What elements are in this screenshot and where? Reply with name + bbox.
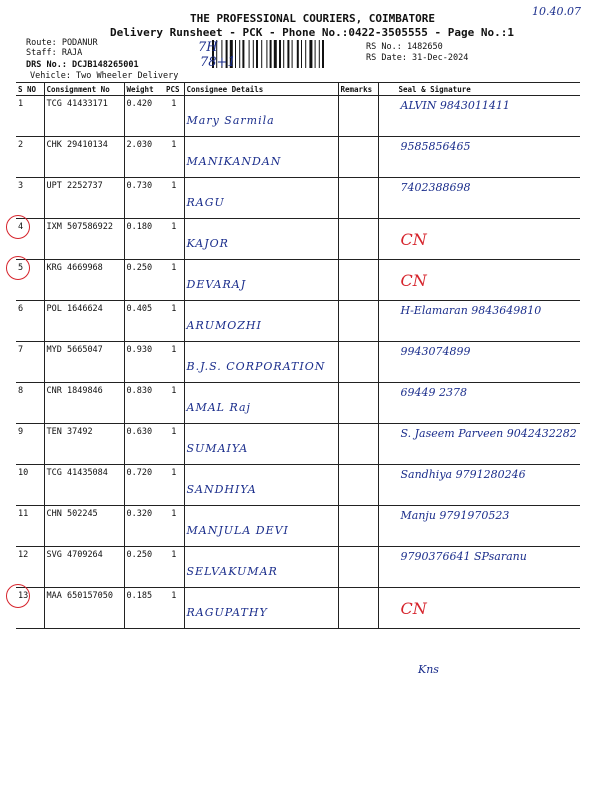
- row-seal-signature-text: 9790376641 SPsaranu: [400, 550, 527, 563]
- row-consignee: [184, 506, 338, 547]
- row-consignee-text: AMAL Raj: [186, 401, 251, 414]
- row-consignee-text: DEVARAJ: [186, 278, 247, 291]
- row-consignment-no-text: UPT 2252737: [46, 181, 103, 191]
- barcode-bar: [274, 40, 277, 68]
- row-pcs: [164, 137, 184, 178]
- row-seal-signature-text: ALVIN 9843011411: [400, 99, 510, 112]
- barcode-bar: [322, 40, 324, 68]
- row-consignment-no-text: POL 1646624: [46, 304, 103, 314]
- vehicle-label: Vehicle: Two Wheeler Delivery: [30, 71, 179, 81]
- row-weight-text: 0.250: [126, 550, 153, 560]
- row-sno: [16, 137, 44, 178]
- table-row: [16, 383, 580, 424]
- row-sno: [16, 96, 44, 137]
- row-consignment-no: [44, 260, 124, 301]
- handwritten-mark-2: 78+1: [200, 55, 236, 70]
- row-consignment-no: [44, 137, 124, 178]
- table-row: [16, 547, 580, 588]
- row-seal-signature-text: 9585856465: [400, 140, 471, 153]
- row-pcs-text: 1: [171, 99, 177, 109]
- row-weight-text: 0.405: [126, 304, 153, 314]
- row-weight: [124, 547, 164, 588]
- row-pcs: [164, 342, 184, 383]
- row-weight: [124, 383, 164, 424]
- row-pcs: [164, 96, 184, 137]
- row-consignee: [184, 383, 338, 424]
- row-sno-text: 3: [18, 181, 24, 191]
- red-circle-mark: [6, 584, 30, 608]
- row-seal-signature: [378, 506, 580, 547]
- row-seal-signature-text: 69449 2378: [400, 386, 467, 399]
- barcode-bar: [297, 40, 299, 68]
- row-consignee: [184, 219, 338, 260]
- barcode-bar: [261, 40, 262, 68]
- barcode-bar: [319, 40, 320, 68]
- row-pcs-text: 1: [171, 304, 177, 314]
- row-sno: [16, 383, 44, 424]
- row-consignment-no-text: TCG 41433171: [46, 99, 108, 109]
- row-consignment-no: [44, 506, 124, 547]
- row-consignee: [184, 260, 338, 301]
- table-row: [16, 178, 580, 219]
- row-remarks: [338, 178, 378, 219]
- row-consignee-text: RAGUPATHY: [186, 606, 268, 619]
- table-row: [16, 260, 580, 301]
- row-sno-text: 1: [18, 99, 24, 109]
- row-weight: [124, 342, 164, 383]
- row-consignment-no-text: CNR 1849846: [46, 386, 103, 396]
- row-pcs: [164, 178, 184, 219]
- row-pcs-text: 1: [171, 427, 177, 437]
- company-title: THE PROFESSIONAL COURIERS, COIMBATORE: [190, 12, 436, 25]
- row-seal-signature: [378, 219, 580, 260]
- row-remarks: [338, 260, 378, 301]
- row-remarks: [338, 96, 378, 137]
- row-weight: [124, 424, 164, 465]
- red-circle-mark: [6, 215, 30, 239]
- row-seal-signature: [378, 383, 580, 424]
- row-pcs: [164, 465, 184, 506]
- row-sno: [16, 547, 44, 588]
- row-pcs: [164, 383, 184, 424]
- row-consignment-no-text: KRG 4669968: [46, 263, 103, 273]
- row-consignment-no-text: MYD 5665047: [46, 345, 103, 355]
- row-sno-text: 10: [18, 468, 29, 478]
- row-consignee: [184, 465, 338, 506]
- row-consignment-no: [44, 178, 124, 219]
- row-seal-signature: [378, 96, 580, 137]
- table-row: [16, 137, 580, 178]
- row-sno-text: 5: [18, 263, 24, 273]
- runsheet-table: [16, 82, 580, 629]
- row-consignment-no-text: TCG 41435084: [46, 468, 108, 478]
- row-pcs: [164, 260, 184, 301]
- row-seal-signature: [378, 137, 580, 178]
- row-seal-signature: [378, 178, 580, 219]
- row-consignment-no-text: IXM 507586922: [46, 222, 114, 232]
- row-pcs: [164, 506, 184, 547]
- table-row: [16, 424, 580, 465]
- row-seal-signature-text: CN: [400, 599, 427, 618]
- row-weight-text: 0.730: [126, 181, 153, 191]
- row-sno-text: 9: [18, 427, 24, 437]
- row-pcs: [164, 301, 184, 342]
- handwritten-time: 10.40.07: [532, 5, 581, 18]
- table-row: [16, 342, 580, 383]
- row-consignee-text: SELVAKUMAR: [186, 565, 278, 578]
- row-weight-text: 2.030: [126, 140, 153, 150]
- row-remarks: [338, 506, 378, 547]
- row-seal-signature-text: H-Elamaran 9843649810: [400, 304, 542, 317]
- rs-date: RS Date: 31-Dec-2024: [366, 53, 469, 63]
- row-weight: [124, 178, 164, 219]
- col-header-sno: S NO: [16, 83, 44, 96]
- barcode-bar: [301, 40, 302, 68]
- row-pcs-text: 1: [171, 263, 177, 273]
- col-header-pcs: PCS: [164, 83, 184, 96]
- row-pcs-text: 1: [171, 509, 177, 519]
- row-consignment-no: [44, 588, 124, 629]
- barcode-bar: [305, 40, 306, 68]
- row-pcs-text: 1: [171, 386, 177, 396]
- row-seal-signature: [378, 424, 580, 465]
- barcode-bar: [242, 40, 244, 68]
- handwritten-mark: 7H: [198, 40, 218, 55]
- row-weight: [124, 588, 164, 629]
- col-header-weight: Weight: [124, 83, 164, 96]
- row-pcs: [164, 547, 184, 588]
- row-seal-signature-text: CN: [400, 230, 427, 249]
- col-header-consignee: Consignee Details: [184, 83, 338, 96]
- row-sno: [16, 506, 44, 547]
- row-consignment-no: [44, 342, 124, 383]
- row-consignee-text: ARUMOZHI: [186, 319, 262, 332]
- row-pcs-text: 1: [171, 550, 177, 560]
- row-weight-text: 0.185: [126, 591, 153, 601]
- table-header-row: [16, 83, 580, 96]
- row-sno-text: 12: [18, 550, 29, 560]
- table-row: [16, 506, 580, 547]
- row-consignment-no: [44, 465, 124, 506]
- row-weight-text: 0.320: [126, 509, 153, 519]
- row-weight-text: 0.630: [126, 427, 153, 437]
- row-consignment-no: [44, 96, 124, 137]
- row-sno: [16, 301, 44, 342]
- barcode-bar: [287, 40, 289, 68]
- row-consignment-no-text: MAA 650157050: [46, 591, 114, 601]
- handwritten-initials: Kns: [418, 663, 439, 676]
- row-consignment-no: [44, 547, 124, 588]
- row-consignment-no: [44, 219, 124, 260]
- row-weight-text: 0.420: [126, 99, 153, 109]
- row-weight-text: 0.180: [126, 222, 153, 232]
- row-remarks: [338, 137, 378, 178]
- row-consignee: [184, 301, 338, 342]
- row-seal-signature: [378, 547, 580, 588]
- row-remarks: [338, 424, 378, 465]
- row-seal-signature: [378, 260, 580, 301]
- barcode-bar: [279, 40, 281, 68]
- route-label: Route: PODANUR: [26, 38, 98, 48]
- row-pcs-text: 1: [171, 140, 177, 150]
- table-row: [16, 465, 580, 506]
- row-weight: [124, 260, 164, 301]
- row-sno-text: 4: [18, 222, 24, 232]
- row-seal-signature-text: S. Jaseem Parveen 9042432282: [400, 427, 577, 440]
- row-seal-signature: [378, 342, 580, 383]
- table-row: [16, 96, 580, 137]
- row-pcs-text: 1: [171, 591, 177, 601]
- rs-number: RS No.: 1482650: [366, 42, 443, 52]
- row-sno-text: 6: [18, 304, 24, 314]
- row-pcs: [164, 424, 184, 465]
- row-weight: [124, 219, 164, 260]
- row-consignment-no: [44, 301, 124, 342]
- row-sno-text: 2: [18, 140, 24, 150]
- row-consignee: [184, 137, 338, 178]
- col-header-seal: Seal & Signature: [378, 83, 580, 96]
- row-weight: [124, 137, 164, 178]
- barcode-bar: [309, 40, 312, 68]
- row-seal-signature: [378, 301, 580, 342]
- row-remarks: [338, 588, 378, 629]
- table-row: [16, 588, 580, 629]
- runsheet-subtitle: Delivery Runsheet - PCK - Phone No.:0422-3505555 - Page No.:1: [110, 26, 514, 39]
- row-remarks: [338, 465, 378, 506]
- row-remarks: [338, 547, 378, 588]
- row-consignee: [184, 588, 338, 629]
- row-sno: [16, 424, 44, 465]
- barcode-bar: [292, 40, 293, 68]
- row-pcs: [164, 219, 184, 260]
- row-sno-text: 7: [18, 345, 24, 355]
- row-consignee-text: MANJULA DEVI: [186, 524, 289, 537]
- row-weight-text: 0.250: [126, 263, 153, 273]
- row-consignee-text: SANDHIYA: [186, 483, 257, 496]
- row-pcs: [164, 588, 184, 629]
- row-weight-text: 0.720: [126, 468, 153, 478]
- barcode-bar: [270, 40, 272, 68]
- row-seal-signature-text: CN: [400, 271, 427, 290]
- row-consignment-no: [44, 424, 124, 465]
- row-consignment-no-text: SVG 4709264: [46, 550, 103, 560]
- row-weight: [124, 301, 164, 342]
- row-sno-text: 11: [18, 509, 29, 519]
- row-consignment-no-text: TEN 37492: [46, 427, 93, 437]
- row-consignment-no-text: CHK 29410134: [46, 140, 108, 150]
- row-pcs-text: 1: [171, 181, 177, 191]
- row-weight: [124, 96, 164, 137]
- barcode-bar: [266, 40, 267, 68]
- row-pcs-text: 1: [171, 468, 177, 478]
- barcode-bar: [283, 40, 284, 68]
- red-circle-mark: [6, 256, 30, 280]
- col-header-consignment: Consignment No: [44, 83, 124, 96]
- table-row: [16, 301, 580, 342]
- barcode-bar: [239, 40, 240, 68]
- row-seal-signature-text: Sandhiya 9791280246: [400, 468, 526, 481]
- row-consignment-no-text: CHN 502245: [46, 509, 98, 519]
- row-seal-signature-text: Manju 9791970523: [400, 509, 510, 522]
- barcode-bar: [253, 40, 254, 68]
- row-pcs-text: 1: [171, 222, 177, 232]
- row-sno: [16, 178, 44, 219]
- row-seal-signature-text: 7402388698: [400, 181, 471, 194]
- row-sno: [16, 465, 44, 506]
- row-consignee-text: B.J.S. CORPORATION: [186, 360, 326, 373]
- row-pcs-text: 1: [171, 345, 177, 355]
- row-remarks: [338, 301, 378, 342]
- col-header-remarks: Remarks: [338, 83, 378, 96]
- row-seal-signature: [378, 465, 580, 506]
- row-consignee-text: SUMAIYA: [186, 442, 249, 455]
- row-sno-text: 8: [18, 386, 24, 396]
- row-consignee: [184, 424, 338, 465]
- row-weight-text: 0.830: [126, 386, 153, 396]
- row-sno-text: 13: [18, 591, 29, 601]
- row-seal-signature-text: 9943074899: [400, 345, 471, 358]
- drs-number: DRS No.: DCJB148265001: [26, 60, 139, 70]
- row-consignee: [184, 178, 338, 219]
- row-consignee: [184, 342, 338, 383]
- row-consignment-no: [44, 383, 124, 424]
- table-row: [16, 219, 580, 260]
- row-consignee-text: KAJOR: [186, 237, 229, 250]
- row-consignee-text: RAGU: [186, 196, 225, 209]
- row-consignee-text: MANIKANDAN: [186, 155, 282, 168]
- staff-label: Staff: RAJA: [26, 48, 83, 58]
- row-remarks: [338, 219, 378, 260]
- barcode-bar: [315, 40, 316, 68]
- row-remarks: [338, 383, 378, 424]
- row-consignee: [184, 547, 338, 588]
- row-remarks: [338, 342, 378, 383]
- row-consignee-text: Mary Sarmila: [186, 114, 275, 127]
- barcode-bar: [249, 40, 250, 68]
- row-consignee: [184, 96, 338, 137]
- row-weight: [124, 506, 164, 547]
- row-weight-text: 0.930: [126, 345, 153, 355]
- barcode-bar: [256, 40, 258, 68]
- row-weight: [124, 465, 164, 506]
- row-sno: [16, 342, 44, 383]
- row-seal-signature: [378, 588, 580, 629]
